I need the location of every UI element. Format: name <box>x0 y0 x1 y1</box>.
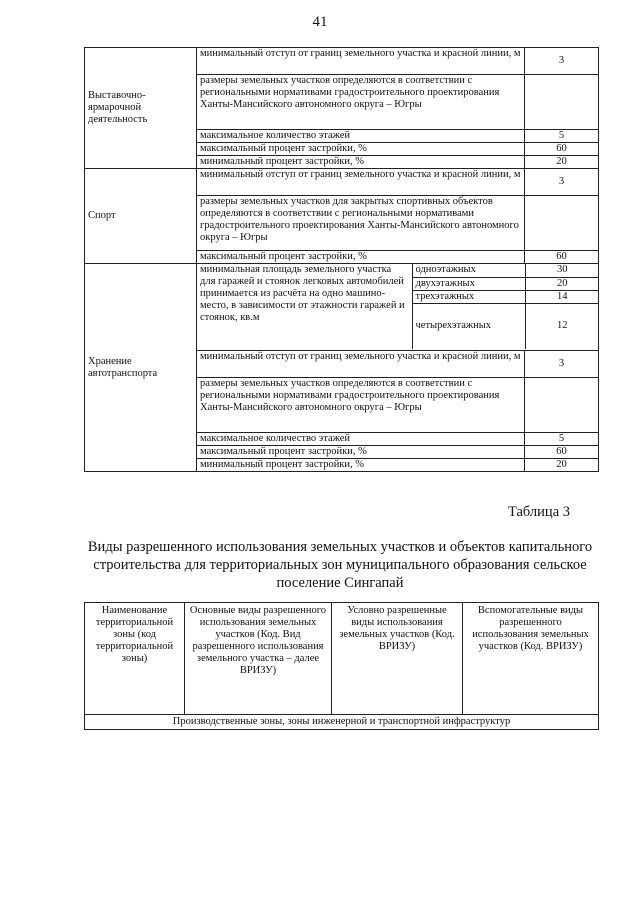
param-value <box>525 378 599 433</box>
floor-value: 14 <box>525 290 599 303</box>
zone-group-row: Производственные зоны, зоны инженерной и транспортной инфраструктур <box>85 715 599 730</box>
param-text: минимальный отступ от границ земельного участка и красной линии, м <box>197 169 525 196</box>
page-number: 41 <box>312 14 328 30</box>
table-row <box>85 48 599 75</box>
category-sport: Спорт <box>85 169 197 264</box>
param-text: максимальное количество этажей <box>197 433 525 446</box>
param-value: 60 <box>525 446 599 459</box>
floor-label: одноэтажных <box>412 264 525 277</box>
floor-value: 30 <box>525 264 599 277</box>
param-text: минимальный процент застройки, % <box>197 459 525 472</box>
parking-area-text: минимальная площадь земельного участка для гаражей и стоянок легковых автомобилей принимается из расчёта на одно машино-место, в зависимости от этажности гаражей и стоянок, кв.м <box>197 264 412 349</box>
param-value: 60 <box>525 251 599 264</box>
category-exhibition: Выставочно-ярмарочной деятельность <box>85 48 197 169</box>
param-text: размеры земельных участков определяются в соответствии с региональными нормативами градостроительного проектирования Ханты-Мансийского автономного округа – Югры <box>197 75 525 130</box>
table-header-row <box>85 603 599 715</box>
param-value: 3 <box>525 351 599 378</box>
param-value <box>525 196 599 251</box>
param-value: 20 <box>525 459 599 472</box>
param-text: максимальное количество этажей <box>197 130 525 143</box>
land-use-parameters-table <box>84 47 599 472</box>
permitted-use-table <box>84 602 599 730</box>
header-auxiliary-uses: Вспомогательные виды разрешенного использования земельных участков (Код. ВРИЗУ) <box>463 603 599 715</box>
param-text: размеры земельных участков для закрытых спортивных объектов определяются в соответствии с региональными нормативами градостроительного проектирования Ханты-Мансийского автономного округа – Югры <box>197 196 525 251</box>
param-text: максимальный процент застройки, % <box>197 251 525 264</box>
table-3-label: Таблица 3 <box>507 504 570 520</box>
param-value <box>525 75 599 130</box>
parking-area-subtable <box>197 264 599 349</box>
param-text: максимальный процент застройки, % <box>197 446 525 459</box>
floor-value: 20 <box>525 277 599 290</box>
param-value: 3 <box>525 48 599 75</box>
param-value: 20 <box>525 156 599 169</box>
param-text: минимальный отступ от границ земельного участка и красной линии, м <box>197 351 525 378</box>
category-vehicle-storage: Хранение автотранспорта <box>85 264 197 472</box>
floor-label: трехэтажных <box>412 290 525 303</box>
param-text: максимальный процент застройки, % <box>197 143 525 156</box>
table-row <box>85 264 599 351</box>
header-conditional-uses: Условно разрешенные виды использования земельных участков (Код. ВРИЗУ) <box>332 603 463 715</box>
table-row <box>85 715 599 730</box>
param-value: 3 <box>525 169 599 196</box>
param-text: минимальный отступ от границ земельного участка и красной линии, м <box>197 48 525 75</box>
header-zone-name: Наименование территориальной зоны (код территориальной зоны) <box>85 603 185 715</box>
param-value: 60 <box>525 143 599 156</box>
header-main-uses: Основные виды разрешенного использования земельных участков (Код. Вид разрешенного использования земельного участка – далее ВРИЗУ) <box>185 603 332 715</box>
floor-label: двухэтажных <box>412 277 525 290</box>
table-3-heading: Виды разрешенного использования земельных участков и объектов капитального строительства для территориальных зон муниципального образования сельское поселение Сингапай <box>87 539 593 591</box>
table-row <box>85 169 599 196</box>
param-value: 5 <box>525 433 599 446</box>
param-text: минимальный процент застройки, % <box>197 156 525 169</box>
parking-area-cell <box>197 264 599 351</box>
floor-label: четырехэтажных <box>415 320 492 332</box>
param-text: размеры земельных участков определяются в соответствии с региональными нормативами градостроительного проектирования Ханты-Мансийского автономного округа – Югры <box>197 378 525 433</box>
param-value: 5 <box>525 130 599 143</box>
floor-value: 12 <box>525 303 599 349</box>
